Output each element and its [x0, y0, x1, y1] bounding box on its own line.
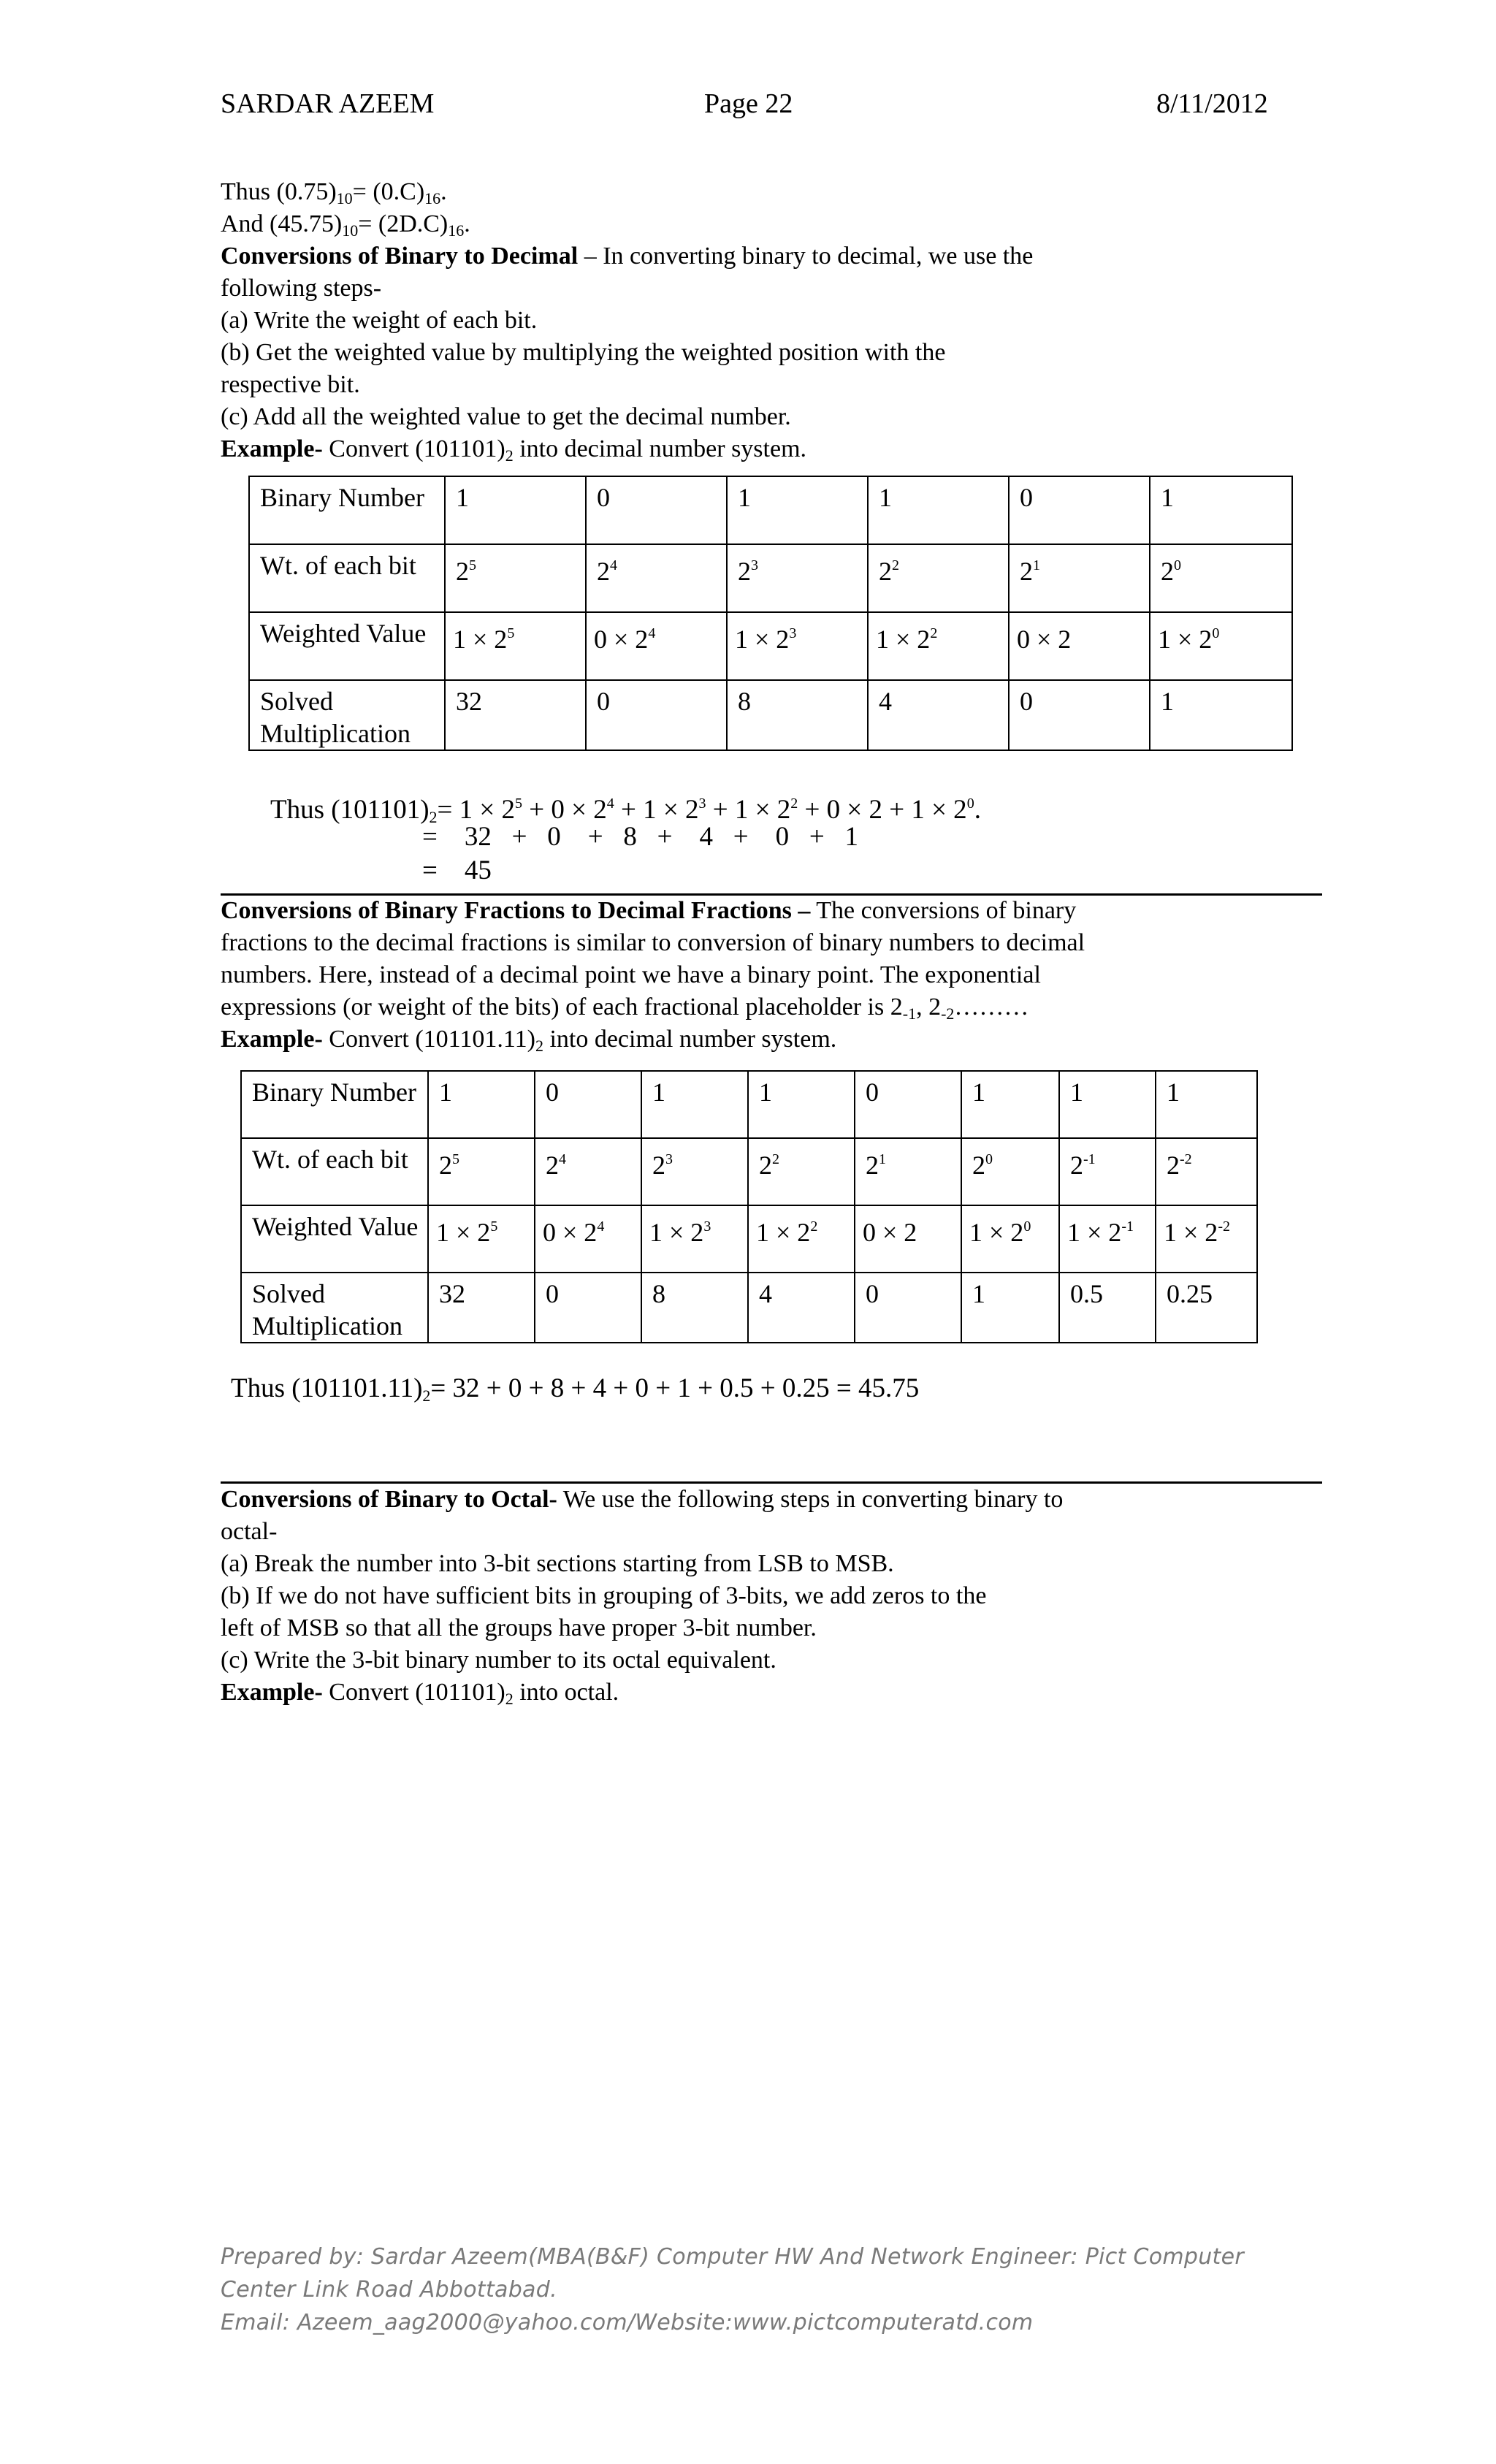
row-label: Binary Number	[241, 1071, 428, 1138]
solved-value-cell: 0	[535, 1273, 641, 1343]
solved-value-cell: 0	[855, 1273, 961, 1343]
intro-line-2: And $(45.75)_{10}= (2D.C)_{16}$.	[221, 210, 470, 240]
calc1-line-1: Thus $(101101)_2= 1 \times 2^5 + 0 \times 2^4 + 1 \times 2^3 + 1 \times 2^2 + 0 \times 2 + 1 \times 2^0$.	[270, 795, 981, 826]
sec3-line-2: octal-	[221, 1518, 278, 1545]
binary-digit-cell: 0	[1009, 476, 1150, 544]
bit-weight-cell: $2^3$	[641, 1138, 748, 1205]
calc1-line-3: = 45	[422, 855, 492, 885]
sec1-step-b-1: (b) Get the weighted value by multiplying the weighted position with the	[221, 339, 946, 366]
weighted-value-cell: 0 × 2	[1009, 612, 1150, 680]
sec3-step-c: (c) Write the 3-bit binary number to its octal equivalent.	[221, 1647, 776, 1674]
header-author: SARDAR AZEEM	[221, 88, 435, 119]
solved-value-cell: 0	[1009, 680, 1150, 750]
binary-digit-cell: 1	[1156, 1071, 1257, 1138]
weighted-value-cell: $1 \times 2^3$	[727, 612, 868, 680]
table-row-binary	[249, 476, 1292, 544]
bit-weight-cell: $2^{-1}$	[1059, 1138, 1156, 1205]
binary-digit-cell: 1	[445, 476, 586, 544]
row-label: Binary Number	[249, 476, 445, 544]
sec3-heading-line: Conversions of Binary to Octal- We use the following steps in converting binary to	[221, 1486, 1064, 1513]
footer-line-3: Email: Azeem_aag2000@yahoo.com/Website:www.pictcomputeratd.com	[221, 2310, 1034, 2335]
calc1-line-2: = 32 + 0 + 8 + 4 + 0 + 1	[422, 822, 858, 852]
weighted-value-cell: $1 \times 2^5$	[428, 1205, 535, 1273]
sec1-title: Conversions of Binary to Decimal	[221, 243, 579, 270]
binary-digit-cell: 1	[1059, 1071, 1156, 1138]
sec2-line-3: numbers. Here, instead of a decimal point we have a binary point. The exponential	[221, 961, 1041, 988]
weighted-value-cell: $1 \times 2^3$	[641, 1205, 748, 1273]
sec1-heading-line: Conversions of Binary to Decimal – In converting binary to decimal, we use the	[221, 243, 1034, 270]
sec1-step-a: (a) Write the weight of each bit.	[221, 307, 538, 334]
binary-digit-cell: 1	[428, 1071, 535, 1138]
sec2-line-2: fractions to the decimal fractions is similar to conversion of binary numbers to decimal	[221, 929, 1085, 956]
solved-value-cell: 1	[961, 1273, 1059, 1343]
table-row-weighted	[241, 1205, 1257, 1273]
sec3-title: Conversions of Binary to Octal-	[221, 1486, 557, 1513]
bit-weight-cell: $2^1$	[855, 1138, 961, 1205]
weighted-value-cell: $0 \times 2^4$	[586, 612, 727, 680]
table-row-weight	[249, 544, 1292, 612]
table-row-solved	[241, 1273, 1257, 1343]
table-row-weight	[241, 1138, 1257, 1205]
bit-weight-cell: $2^0$	[1150, 544, 1292, 612]
weighted-value-cell: $1 \times 2^2$	[748, 1205, 855, 1273]
weighted-value-cell: $1 \times 2^{-2}$	[1156, 1205, 1257, 1273]
table-row-solved	[249, 680, 1292, 750]
bit-weight-cell: $2^5$	[428, 1138, 535, 1205]
bit-weight-cell: $2^2$	[748, 1138, 855, 1205]
weighted-value-cell: $0 \times 2^4$	[535, 1205, 641, 1273]
weighted-value-cell: $1 \times 2^{-1}$	[1059, 1205, 1156, 1273]
binary-digit-cell: 1	[641, 1071, 748, 1138]
weighted-value-cell: 0 × 2	[855, 1205, 961, 1273]
binary-digit-cell: 1	[727, 476, 868, 544]
bit-weight-cell: $2^2$	[868, 544, 1009, 612]
sec3-example: Example- Convert $(101101)_2$ into octal.	[221, 1679, 619, 1708]
row-label: Wt. of each bit	[249, 544, 445, 612]
row-label: Solved Multiplication	[249, 680, 445, 750]
sec3-step-b-1: (b) If we do not have sufficient bits in grouping of 3-bits, we add zeros to the	[221, 1582, 987, 1609]
solved-value-cell: 4	[748, 1273, 855, 1343]
intro-line-1: Thus $(0.75)_{10}= (0.C)_{16}$.	[221, 178, 447, 207]
sec1-example: Example- Convert $(101101)_2$ into decimal number system.	[221, 435, 807, 465]
binary-digit-cell: 0	[855, 1071, 961, 1138]
binary-digit-cell: 1	[868, 476, 1009, 544]
bit-weight-cell: $2^1$	[1009, 544, 1150, 612]
solved-value-cell: 1	[1150, 680, 1292, 750]
solved-value-cell: 4	[868, 680, 1009, 750]
solved-value-cell: 0.25	[1156, 1273, 1257, 1343]
row-label: Weighted Value	[241, 1205, 428, 1273]
binary-digit-cell: 1	[1150, 476, 1292, 544]
sec1-line-2: following steps-	[221, 275, 382, 302]
bit-weight-cell: $2^0$	[961, 1138, 1059, 1205]
solved-value-cell: 32	[445, 680, 586, 750]
sec2-line-4: expressions (or weight of the bits) of each fractional placeholder is $2_{-1}$, $2_{-2}\dots\dots\dots$	[221, 993, 1029, 1023]
sec3-step-a: (a) Break the number into 3-bit sections starting from LSB to MSB.	[221, 1550, 894, 1577]
sec1-step-c: (c) Add all the weighted value to get the decimal number.	[221, 403, 791, 430]
bit-weight-cell: $2^5$	[445, 544, 586, 612]
bit-weight-cell: $2^3$	[727, 544, 868, 612]
sec2-title: Conversions of Binary Fractions to Decimal Fractions –	[221, 897, 811, 924]
binary-digit-cell: 0	[586, 476, 727, 544]
header-page: Page 22	[704, 88, 793, 119]
row-label: Wt. of each bit	[241, 1138, 428, 1205]
solved-value-cell: 0	[586, 680, 727, 750]
weighted-value-cell: $1 \times 2^5$	[445, 612, 586, 680]
bit-weight-cell: $2^{-2}$	[1156, 1138, 1257, 1205]
sec2-example: Example- Convert $(101101.11)_2$ into decimal number system.	[221, 1026, 837, 1055]
footer-line-2: Center Link Road Abbottabad.	[221, 2277, 557, 2303]
header-date: 8/11/2012	[1156, 88, 1268, 119]
binary-digit-cell: 1	[961, 1071, 1059, 1138]
weighted-value-cell: $1 \times 2^2$	[868, 612, 1009, 680]
sec3-step-b-2: left of MSB so that all the groups have proper 3-bit number.	[221, 1614, 817, 1641]
solved-value-cell: 8	[727, 680, 868, 750]
bit-weight-cell: $2^4$	[535, 1138, 641, 1205]
table-row-weighted	[249, 612, 1292, 680]
row-label: Weighted Value	[249, 612, 445, 680]
calc2-line: Thus $(101101.11)_2= 32 + 0 + 8 + 4 + 0 + 1 + 0.5 + 0.25 = 45.75$	[231, 1373, 920, 1405]
solved-value-cell: 0.5	[1059, 1273, 1156, 1343]
binary-to-decimal-table	[248, 476, 1293, 751]
binary-fraction-table	[240, 1070, 1258, 1343]
sec2-heading-line: Conversions of Binary Fractions to Decimal Fractions – The conversions of binary	[221, 897, 1077, 924]
weighted-value-cell: $1 \times 2^0$	[961, 1205, 1059, 1273]
table-row-binary	[241, 1071, 1257, 1138]
binary-digit-cell: 0	[535, 1071, 641, 1138]
weighted-value-cell: $1 \times 2^0$	[1150, 612, 1292, 680]
solved-value-cell: 32	[428, 1273, 535, 1343]
row-label: Solved Multiplication	[241, 1273, 428, 1343]
footer-line-1: Prepared by: Sardar Azeem(MBA(B&F) Computer HW And Network Engineer: Pict Computer	[221, 2244, 1244, 2270]
binary-digit-cell: 1	[748, 1071, 855, 1138]
solved-value-cell: 8	[641, 1273, 748, 1343]
bit-weight-cell: $2^4$	[586, 544, 727, 612]
sec1-step-b-2: respective bit.	[221, 371, 360, 398]
